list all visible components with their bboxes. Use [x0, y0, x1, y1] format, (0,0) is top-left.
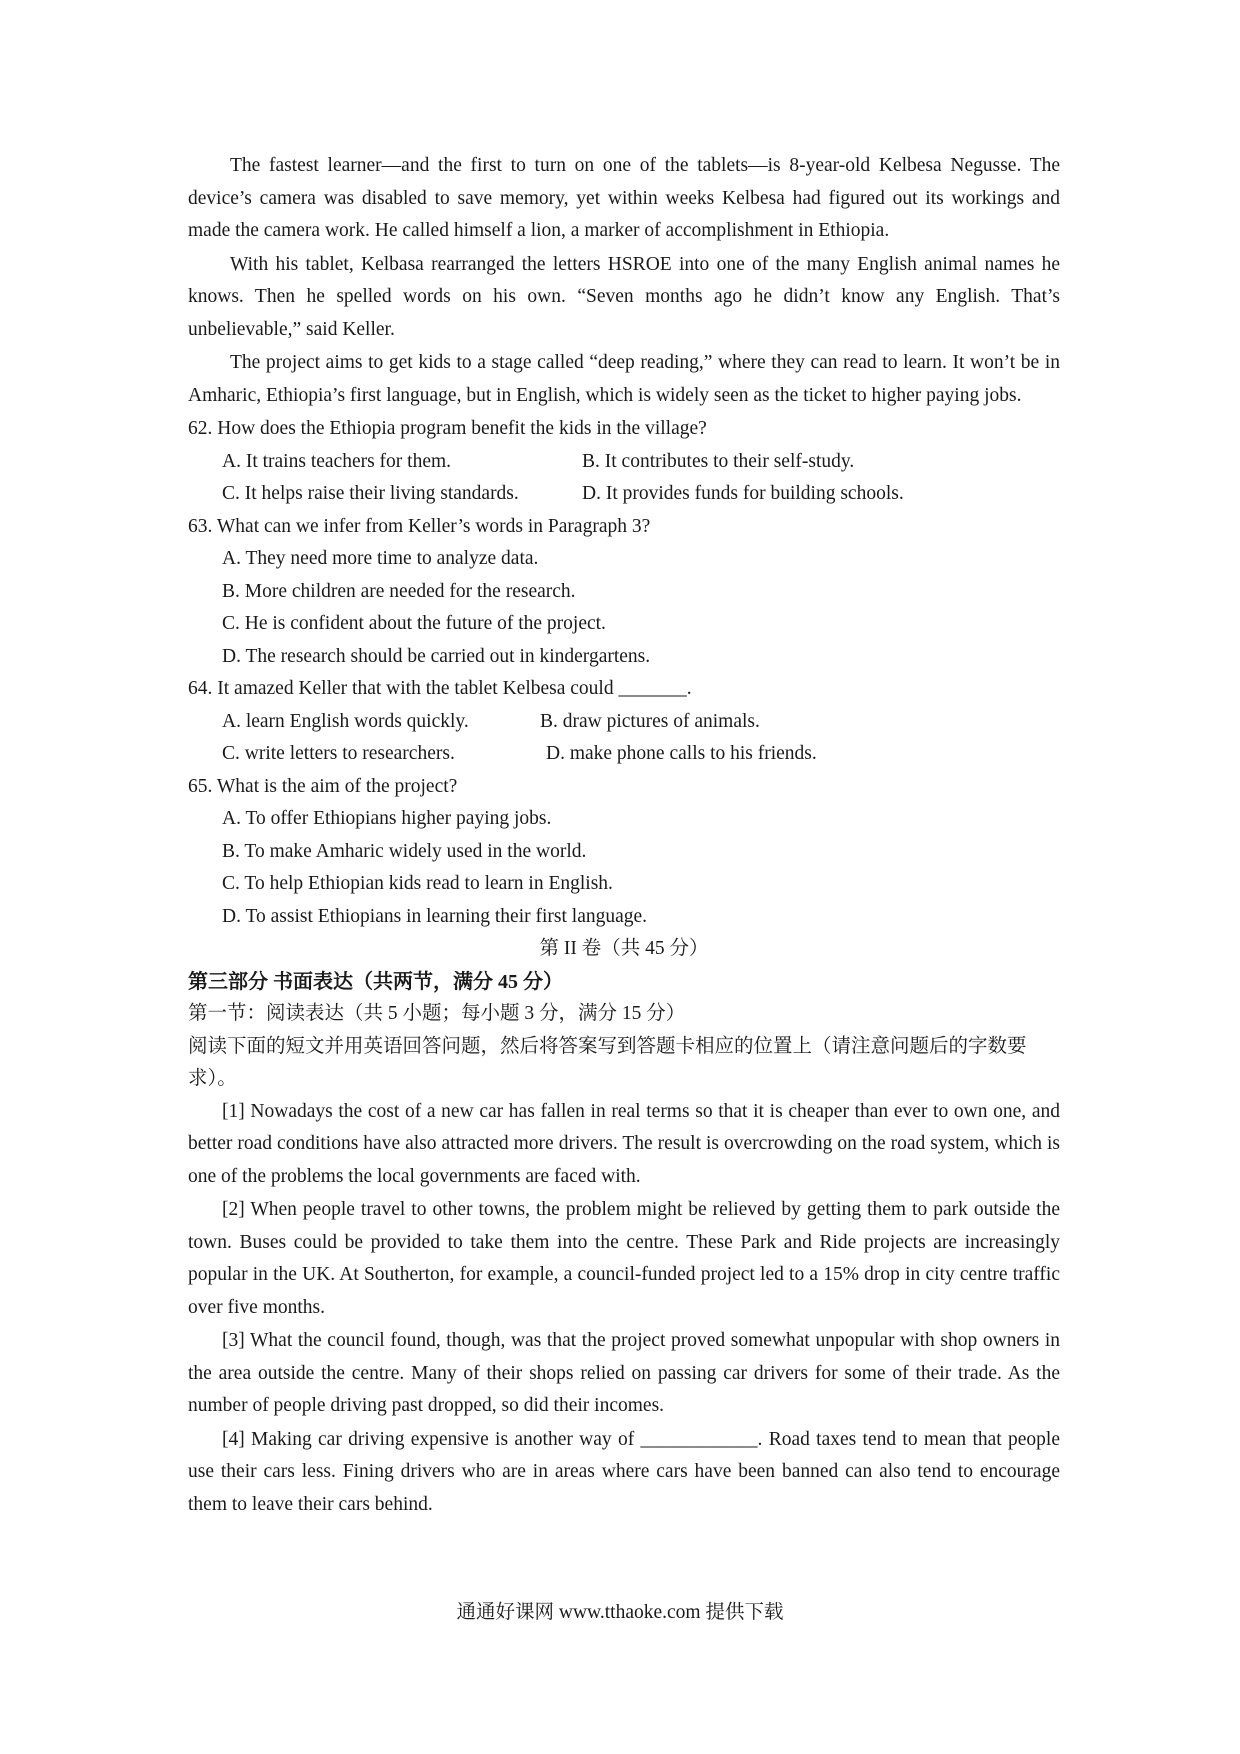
option-b: B. draw pictures of animals. — [540, 710, 760, 732]
page-footer: 通通好课网 www.tthaoke.com 提供下载 — [456, 1602, 784, 1623]
question-63 — [188, 511, 1060, 674]
option-d: D. To assist Ethiopians in learning their first language. — [222, 905, 648, 927]
option-d: D. make phone calls to his friends. — [546, 743, 817, 764]
question-stem: 63. What can we infer from Keller’s words in Paragraph 3? — [188, 515, 651, 537]
option-c: C. write letters to researchers. — [222, 743, 455, 764]
reading-paragraph-1: [1] Nowadays the cost of a new car has fallen in real terms so that it is cheaper than ever to own one, and better road conditions have also attracted more drivers. The result is overcrowding on the road system, which is one of the problems the local governments are faced with. — [188, 1100, 1060, 1187]
option-a: A. It trains teachers for them. — [222, 450, 452, 472]
passage-paragraph-1: The fastest learner—and the first to turn on one of the tablets—is 8-year-old Kelbesa Negusse. The device’s camera was disabled to save memory, yet within weeks Kelbesa had figured out its workings and made the camera work. He called himself a lion, a marker of accomplishment in Ethiopia. — [188, 155, 1060, 241]
option-d: D. It provides funds for building schools. — [582, 483, 904, 504]
question-stem: 65. What is the aim of the project? — [188, 775, 458, 797]
passage-paragraph-2: With his tablet, Kelbasa rearranged the letters HSROE into one of the many English animal names he knows. Then he spelled words on his own. “Seven months ago he didn’t know any English. That’s unbelievable,” said Keller. — [188, 253, 1060, 340]
question-stem: 62. How does the Ethiopia program benefit the kids in the village? — [188, 418, 707, 439]
option-c: C. To help Ethiopian kids read to learn in English. — [222, 873, 613, 894]
option-d: D. The research should be carried out in kindergartens. — [222, 645, 651, 667]
volume-title: 第 II 卷（共 45 分） — [539, 938, 709, 959]
option-a: A. They need more time to analyze data. — [222, 548, 539, 569]
question-stem: 64. It amazed Keller that with the tablet Kelbesa could _______. — [188, 678, 692, 699]
option-b: B. It contributes to their self-study. — [582, 450, 855, 472]
question-65 — [188, 771, 1060, 934]
question-62 — [188, 413, 1060, 511]
reading-paragraph-2: [2] When people travel to other towns, the problem might be relieved by getting them to park outside the town. Buses could be provided to take them into the centre. These Park and Ride projects are increasingly popular in the UK. At Southerton, for example, a council-funded project led to a 15% drop in city centre traffic over five months. — [188, 1199, 1060, 1318]
reading-paragraph-3: [3] What the council found, though, was that the project proved somewhat unpopular with shop owners in the area outside the centre. Many of their shops relied on passing car drivers for some of their trade. As the number of people driving past dropped, so did their incomes. — [188, 1330, 1060, 1416]
option-c: C. He is confident about the future of the project. — [222, 613, 606, 634]
option-b: B. More children are needed for the research. — [222, 580, 576, 602]
passage-paragraph-3: The project aims to get kids to a stage called “deep reading,” where they can read to learn. It won’t be in Amharic, Ethiopia’s first language, but in English, which is widely seen as the ticket to higher paying jobs. — [188, 352, 1060, 406]
option-c: C. It helps raise their living standards. — [222, 483, 519, 504]
document-page — [188, 150, 1060, 1522]
section-subtitle: 第一节：阅读表达（共 5 小题；每小题 3 分，满分 15 分） — [188, 1003, 686, 1024]
option-a: A. To offer Ethiopians higher paying jobs. — [222, 808, 552, 829]
reading-paragraph-4: [4] Making car driving expensive is another way of ____________. Road taxes tend to mean that people use their cars less. Fining drivers who are in areas where cars have been banned can also tend to encourage them to leave their cars behind. — [188, 1428, 1060, 1515]
option-b: B. To make Amharic widely used in the world. — [222, 840, 587, 862]
part-title: 第三部分 书面表达（共两节，满分 45 分） — [188, 970, 563, 993]
question-64 — [188, 673, 1060, 771]
instruction-text: 阅读下面的短文并用英语回答问题，然后将答案写到答题卡相应的位置上（请注意问题后的字数要求）。 — [188, 1035, 1027, 1089]
option-a: A. learn English words quickly. — [222, 710, 469, 732]
